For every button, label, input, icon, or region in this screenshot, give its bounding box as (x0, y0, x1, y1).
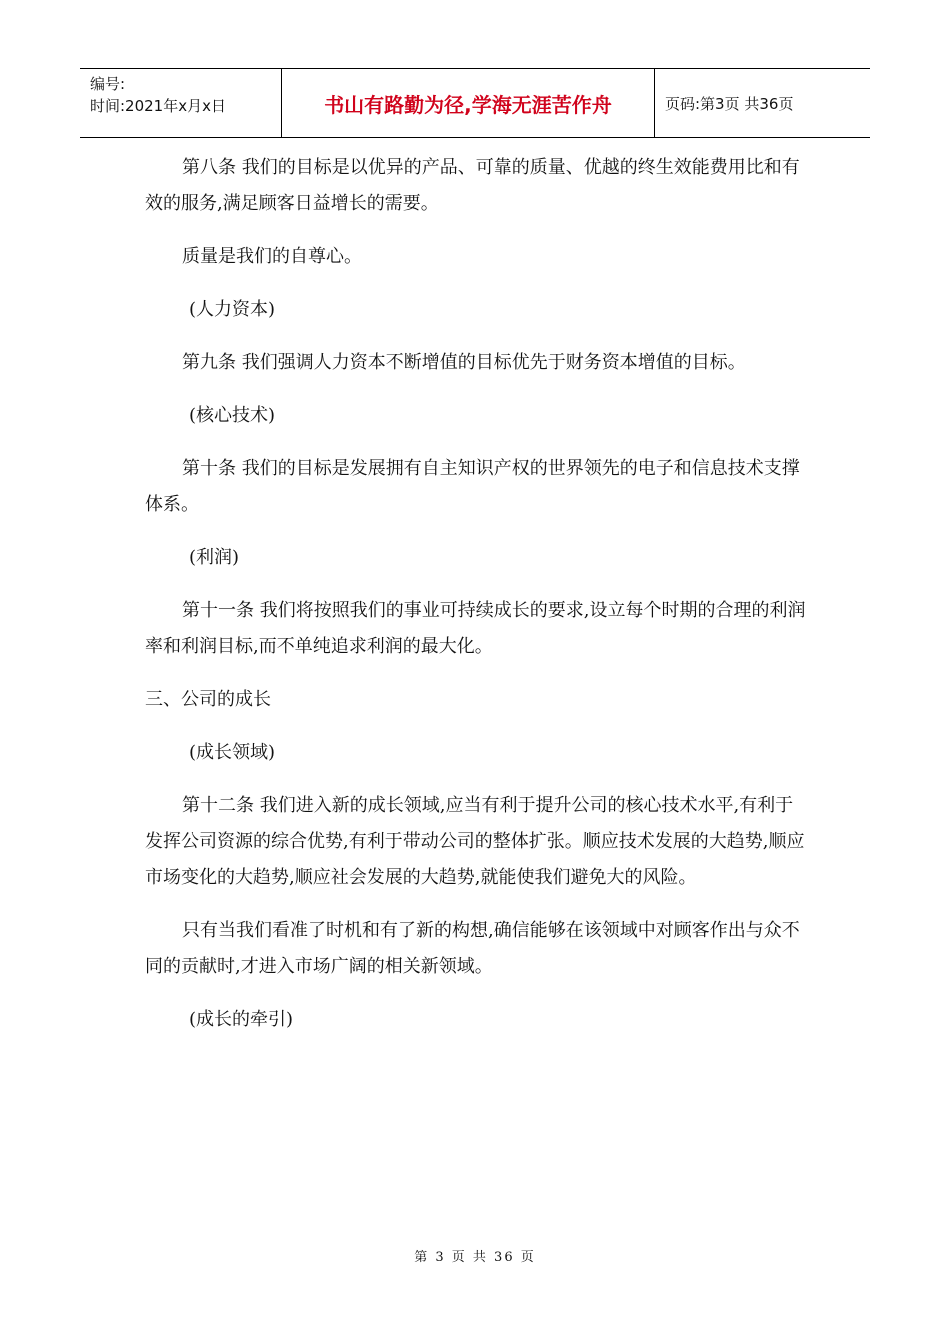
section-heading-growth-area: (成长领域) (189, 742, 276, 763)
section-heading-profit: (利润) (189, 547, 240, 568)
page-header (80, 68, 870, 138)
header-meta (80, 69, 282, 137)
header-page-info: 页码:第3页 共36页 (665, 94, 794, 113)
header-motto: 书山有路勤为径,学海无涯苦作舟 (282, 69, 655, 137)
page-footer: 第 3 页 共 36 页 (414, 1250, 536, 1265)
section-heading-human-capital: (人力资本) (189, 299, 276, 320)
section-heading-core-tech: (核心技术) (189, 405, 276, 426)
section-heading-growth-driver: (成长的牵引) (189, 1009, 294, 1030)
paragraph-article-12: 第十二条 我们进入新的成长领域,应当有利于提升公司的核心技术水平,有利于发挥公司资源的综合优势,有利于带动公司的整体扩张。顺应技术发展的大趋势,顺应市场变化的大趋势,顺应社会发展的大趋势,就能使我们避免大的风险。 (145, 795, 805, 888)
chapter-heading-growth: 三、公司的成长 (145, 689, 271, 710)
paragraph-article-10: 第十条 我们的目标是发展拥有自主知识产权的世界领先的电子和信息技术支撑体系。 (145, 458, 800, 515)
paragraph-article-11: 第十一条 我们将按照我们的事业可持续成长的要求,设立每个时期的合理的利润率和利润目标,而不单纯追求利润的最大化。 (145, 600, 806, 657)
paragraph-quality: 质量是我们的自尊心。 (182, 246, 362, 267)
document-body (145, 150, 810, 1055)
paragraph-article-9: 第九条 我们强调人力资本不断增值的目标优先于财务资本增值的目标。 (182, 352, 746, 373)
number-label: 编号: (90, 75, 126, 93)
paragraph-new-field: 只有当我们看准了时机和有了新的构想,确信能够在该领域中对顾客作出与众不同的贡献时,才进入市场广阔的相关新领域。 (145, 920, 800, 977)
paragraph-article-8: 第八条 我们的目标是以优异的产品、可靠的质量、优越的终生效能费用比和有效的服务,满足顾客日益增长的需要。 (145, 157, 800, 214)
date-label: 时间:2021年x月x日 (90, 97, 226, 115)
